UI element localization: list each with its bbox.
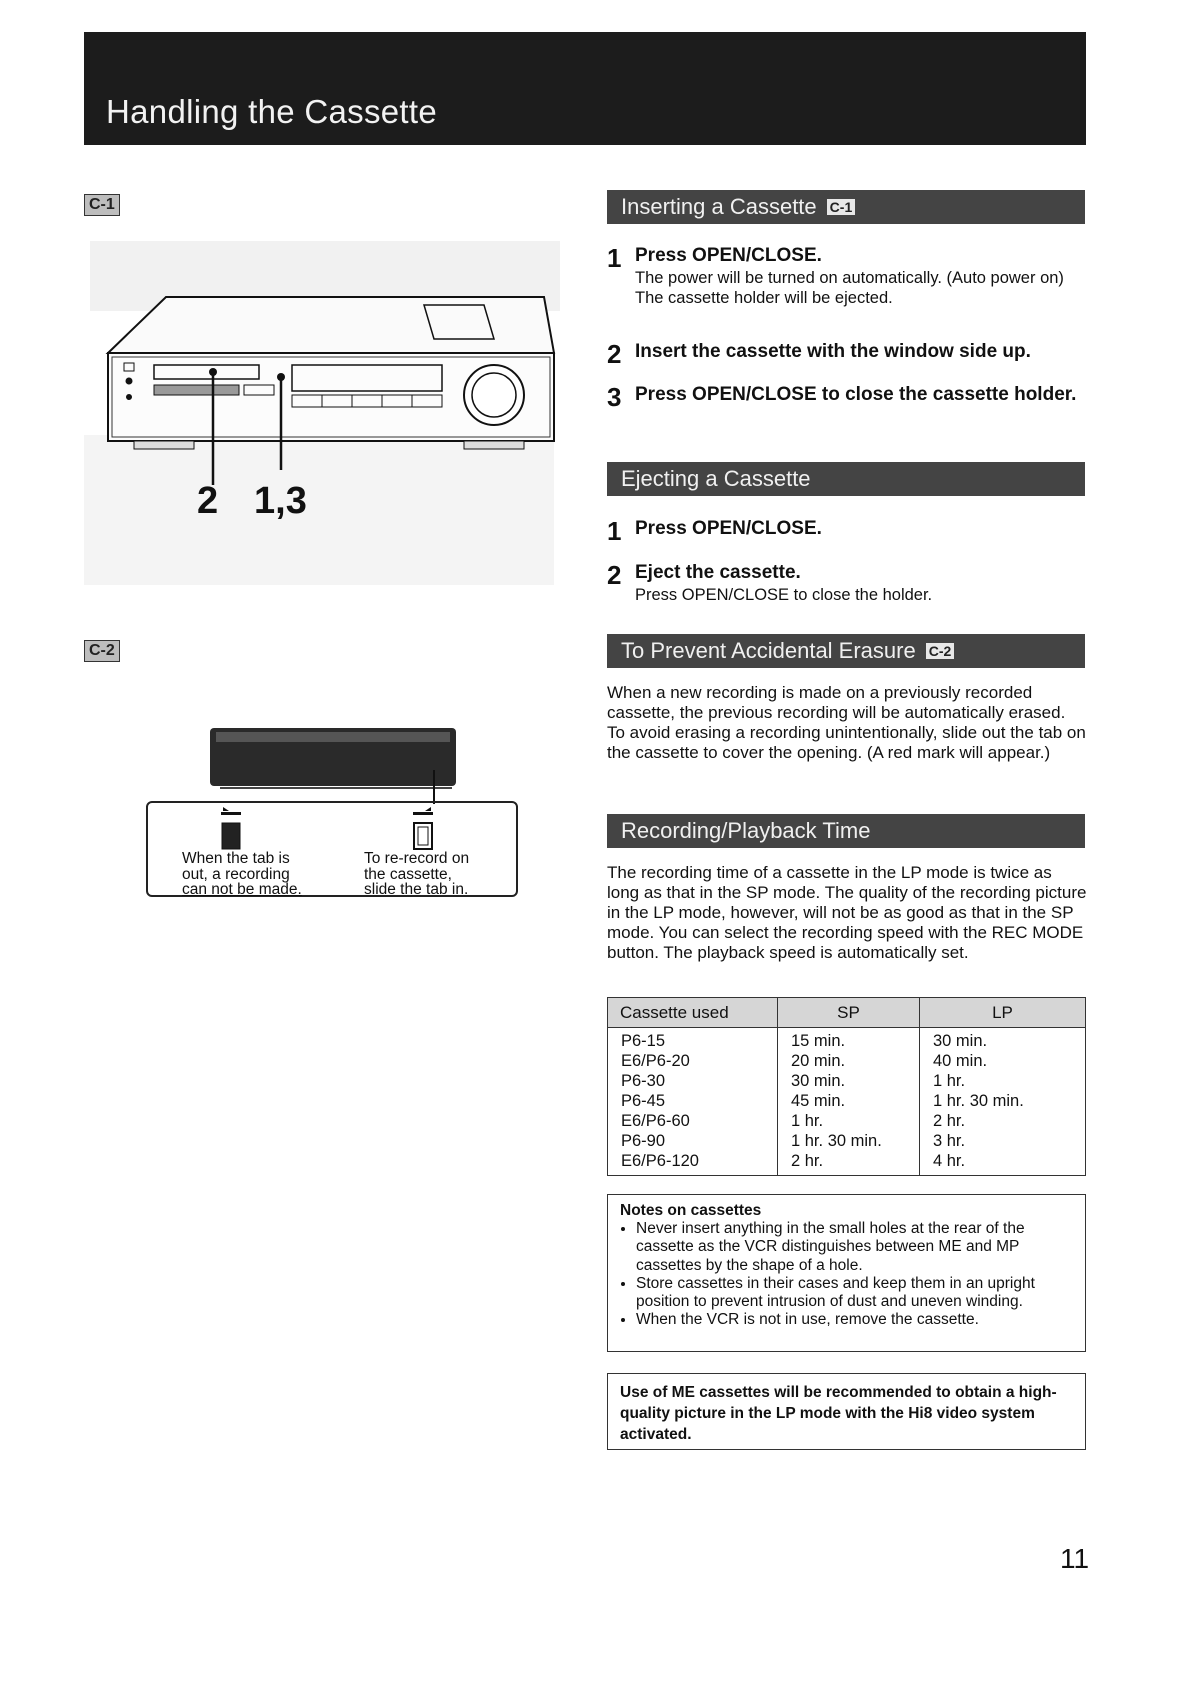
section-erasure-heading: To Prevent Accidental Erasure C-2 bbox=[607, 634, 1085, 668]
title-banner bbox=[84, 32, 1086, 145]
tab-out-icon bbox=[220, 807, 242, 851]
recording-time-table bbox=[607, 997, 1086, 1176]
inserting-step-1: 1 Press OPEN/CLOSE. The power will be turned on automatically. (Auto power on) The cassette holder will be ejected. bbox=[607, 243, 1064, 307]
note-item: • Store cassettes in their cases and keep them in an upright position to prevent intrusion of dust and uneven winding. bbox=[636, 1275, 1073, 1311]
erasure-text: When a new recording is made on a previously recorded cassette, the previous recording will be automatically erased. To avoid erasing a recording unintentionally, slide out the tab on the cassette to cover the opening. (A red mark will appear.) bbox=[607, 683, 1086, 762]
notes-box bbox=[607, 1194, 1086, 1352]
note-item: • When the VCR is not in use, remove the cassette. bbox=[636, 1311, 1073, 1329]
rectime-text: The recording time of a cassette in the LP mode is twice as long as that in the SP mode. The quality of the recording picture in the LP mode, however, will not be as good as that in the SP mode. You can select the recording speed with the REC MODE button. The playback speed is automatically set. bbox=[607, 863, 1087, 962]
section-rectime-heading: Recording/Playback Time bbox=[607, 814, 1085, 848]
vcr-illustration bbox=[84, 235, 564, 595]
figure-c1-tag: C-1 bbox=[84, 194, 120, 216]
col-sp-header: SP bbox=[778, 998, 920, 1028]
page-title: Handling the Cassette bbox=[106, 93, 437, 130]
inserting-step-3: 3 Press OPEN/CLOSE to close the cassette holder. bbox=[607, 382, 1077, 412]
ejecting-step-2: 2 Eject the cassette. Press OPEN/CLOSE to close the holder. bbox=[607, 560, 933, 604]
figure-c2-tag: C-2 bbox=[84, 640, 120, 662]
tab-in-icon bbox=[412, 807, 434, 851]
cassette-illustration bbox=[140, 720, 520, 804]
tab-out-label: When the tab is out, a recording can not be made. bbox=[182, 850, 302, 898]
notes-title: Notes on cassettes bbox=[620, 1202, 762, 1219]
tab-in-label: To re-record on the cassette, slide the tab in. bbox=[364, 850, 470, 898]
lp-column: 30 min. 40 min. 1 hr. 1 hr. 30 min. 2 hr. 3 hr. 4 hr. bbox=[920, 1028, 1086, 1176]
section-ejecting-heading: Ejecting a Cassette bbox=[607, 462, 1085, 496]
col-cassette-header: Cassette used bbox=[608, 998, 778, 1028]
me-cassette-info-box: Use of ME cassettes will be recommended to obtain a high-quality picture in the LP mode with the Hi8 video system activated. bbox=[607, 1373, 1086, 1450]
callout-insert: 1,3 bbox=[254, 480, 307, 522]
section-inserting-heading: Inserting a Cassette C-1 bbox=[607, 190, 1085, 224]
inserting-step-2: 2 Insert the cassette with the window side up. bbox=[607, 339, 1031, 369]
note-item: • Never insert anything in the small holes at the rear of the cassette as the VCR distinguishes between ME and MP cassettes by the shape of a hole. bbox=[636, 1220, 1073, 1275]
callout-open-close: 2 bbox=[197, 480, 219, 522]
page-number: 11 bbox=[1060, 1543, 1090, 1574]
col-lp-header: LP bbox=[920, 998, 1086, 1028]
cassette-column: P6-15 E6/P6-20 P6-30 P6-45 E6/P6-60 P6-90 E6/P6-120 bbox=[621, 1032, 699, 1170]
sp-column: 15 min. 20 min. 30 min. 45 min. 1 hr. 1 hr. 30 min. 2 hr. bbox=[778, 1028, 920, 1176]
tab-instructions-box bbox=[146, 801, 518, 897]
ejecting-step-1: 1 Press OPEN/CLOSE. bbox=[607, 516, 822, 546]
